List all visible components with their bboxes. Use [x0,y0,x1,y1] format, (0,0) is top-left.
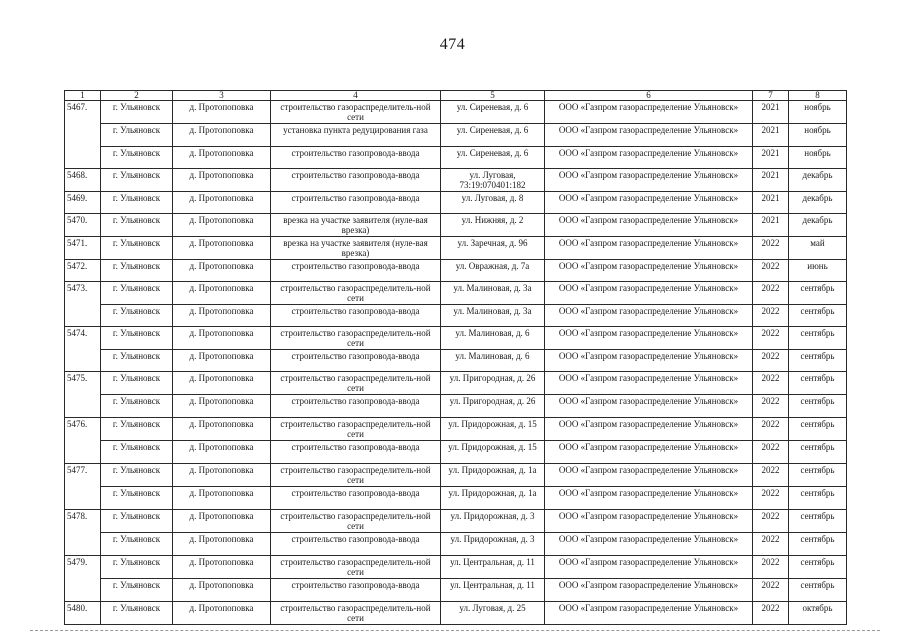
header-cell: 2 [101,91,173,101]
organization-cell: ООО «Газпром газораспределение Ульяновск» [545,556,753,579]
month-cell: сентябрь [789,579,847,602]
work-type-cell: строительство газораспределитель-ной сети [271,510,441,533]
village-cell: д. Протопоповка [173,169,271,192]
work-type-cell: строительство газопровода-ввода [271,305,441,327]
village-cell: д. Протопоповка [173,418,271,441]
city-cell: г. Ульяновск [101,556,173,579]
year-cell: 2021 [753,192,789,214]
table-row [65,579,847,602]
month-cell: сентябрь [789,418,847,441]
address-cell: ул. Овражная, д. 7а [441,260,545,282]
entry-number [65,441,101,464]
address-cell: ул. Придорожная, д. 3 [441,533,545,556]
address-cell: ул. Луговая, д. 25 [441,602,545,625]
city-cell: г. Ульяновск [101,395,173,418]
registry-table [64,90,847,625]
year-cell: 2022 [753,305,789,327]
year-cell: 2022 [753,237,789,260]
organization-cell: ООО «Газпром газораспределение Ульяновск» [545,464,753,487]
header-row [65,91,847,101]
village-cell: д. Протопоповка [173,579,271,602]
month-cell: сентябрь [789,487,847,510]
address-cell: ул. Пригородная, д. 26 [441,395,545,418]
work-type-cell: строительство газопровода-ввода [271,350,441,372]
address-cell: ул. Малиновая, д. 3а [441,305,545,327]
table-row [65,510,847,533]
address-cell: ул. Луговая, 73:19:070401:182 [441,169,545,192]
year-cell: 2022 [753,327,789,350]
address-cell: ул. Придорожная, д. 15 [441,418,545,441]
work-type-cell: строительство газораспределитель-ной сети [271,372,441,395]
year-cell: 2021 [753,101,789,124]
page-number: 474 [439,36,466,53]
table-row [65,147,847,169]
entry-number [65,533,101,556]
table-row [65,418,847,441]
address-cell: ул. Заречная, д. 96 [441,237,545,260]
table-row [65,305,847,327]
year-cell: 2022 [753,556,789,579]
village-cell: д. Протопоповка [173,395,271,418]
address-cell: ул. Сиреневая, д. 6 [441,101,545,124]
year-cell: 2022 [753,579,789,602]
organization-cell: ООО «Газпром газораспределение Ульяновск» [545,192,753,214]
entry-number [65,395,101,418]
address-cell: ул. Малиновая, д. 6 [441,327,545,350]
city-cell: г. Ульяновск [101,214,173,237]
address-cell: ул. Придорожная, д. 1а [441,464,545,487]
organization-cell: ООО «Газпром газораспределение Ульяновск» [545,214,753,237]
organization-cell: ООО «Газпром газораспределение Ульяновск» [545,327,753,350]
city-cell: г. Ульяновск [101,441,173,464]
header-cell: 1 [65,91,101,101]
year-cell: 2022 [753,464,789,487]
table-row [65,487,847,510]
year-cell: 2022 [753,602,789,625]
city-cell: г. Ульяновск [101,533,173,556]
entry-number: 5478. [65,510,101,533]
entry-number: 5479. [65,556,101,579]
header-cell: 8 [789,91,847,101]
table-row [65,533,847,556]
entry-number [65,350,101,372]
work-type-cell: строительство газопровода-ввода [271,147,441,169]
work-type-cell: строительство газопровода-ввода [271,579,441,602]
city-cell: г. Ульяновск [101,510,173,533]
year-cell: 2021 [753,214,789,237]
month-cell: июнь [789,260,847,282]
year-cell: 2022 [753,282,789,305]
village-cell: д. Протопоповка [173,305,271,327]
village-cell: д. Протопоповка [173,533,271,556]
table-row [65,556,847,579]
work-type-cell: строительство газораспределитель-ной сети [271,556,441,579]
city-cell: г. Ульяновск [101,487,173,510]
village-cell: д. Протопоповка [173,441,271,464]
month-cell: сентябрь [789,464,847,487]
city-cell: г. Ульяновск [101,147,173,169]
table-row [65,237,847,260]
year-cell: 2022 [753,350,789,372]
year-cell: 2022 [753,260,789,282]
organization-cell: ООО «Газпром газораспределение Ульяновск» [545,169,753,192]
year-cell: 2022 [753,533,789,556]
month-cell: сентябрь [789,556,847,579]
month-cell: ноябрь [789,101,847,124]
work-type-cell: строительство газопровода-ввода [271,169,441,192]
month-cell: сентябрь [789,282,847,305]
entry-number: 5480. [65,602,101,625]
year-cell: 2022 [753,372,789,395]
city-cell: г. Ульяновск [101,260,173,282]
table-row [65,372,847,395]
organization-cell: ООО «Газпром газораспределение Ульяновск» [545,579,753,602]
work-type-cell: строительство газопровода-ввода [271,260,441,282]
work-type-cell: строительство газопровода-ввода [271,441,441,464]
work-type-cell: строительство газораспределитель-ной сети [271,464,441,487]
entry-number: 5472. [65,260,101,282]
village-cell: д. Протопоповка [173,282,271,305]
year-cell: 2021 [753,169,789,192]
year-cell: 2022 [753,395,789,418]
organization-cell: ООО «Газпром газораспределение Ульяновск» [545,510,753,533]
village-cell: д. Протопоповка [173,350,271,372]
entry-number: 5477. [65,464,101,487]
city-cell: г. Ульяновск [101,464,173,487]
work-type-cell: строительство газораспределитель-ной сети [271,101,441,124]
table-row [65,124,847,147]
work-type-cell: строительство газораспределитель-ной сети [271,418,441,441]
city-cell: г. Ульяновск [101,305,173,327]
village-cell: д. Протопоповка [173,372,271,395]
organization-cell: ООО «Газпром газораспределение Ульяновск» [545,395,753,418]
month-cell: сентябрь [789,350,847,372]
entry-number: 5471. [65,237,101,260]
address-cell: ул. Придорожная, д. 15 [441,441,545,464]
month-cell: сентябрь [789,533,847,556]
address-cell: ул. Центральная, д. 11 [441,556,545,579]
month-cell: октябрь [789,602,847,625]
village-cell: д. Протопоповка [173,237,271,260]
entry-number [65,487,101,510]
header-cell: 6 [545,91,753,101]
table-row [65,282,847,305]
address-cell: ул. Придорожная, д. 1а [441,487,545,510]
organization-cell: ООО «Газпром газораспределение Ульяновск» [545,282,753,305]
organization-cell: ООО «Газпром газораспределение Ульяновск» [545,372,753,395]
organization-cell: ООО «Газпром газораспределение Ульяновск» [545,101,753,124]
organization-cell: ООО «Газпром газораспределение Ульяновск» [545,487,753,510]
year-cell: 2022 [753,510,789,533]
village-cell: д. Протопоповка [173,487,271,510]
header-cell: 7 [753,91,789,101]
address-cell: ул. Пригородная, д. 26 [441,372,545,395]
table-row [65,602,847,625]
entry-number: 5468. [65,169,101,192]
city-cell: г. Ульяновск [101,169,173,192]
city-cell: г. Ульяновск [101,124,173,147]
organization-cell: ООО «Газпром газораспределение Ульяновск» [545,602,753,625]
village-cell: д. Протопоповка [173,464,271,487]
entry-number [65,579,101,602]
work-type-cell: строительство газораспределитель-ной сети [271,327,441,350]
entry-number [65,147,101,169]
village-cell: д. Протопоповка [173,214,271,237]
month-cell: декабрь [789,169,847,192]
address-cell: ул. Нижняя, д. 2 [441,214,545,237]
work-type-cell: строительство газораспределитель-ной сети [271,602,441,625]
year-cell: 2022 [753,441,789,464]
entry-number: 5467. [65,101,101,124]
city-cell: г. Ульяновск [101,579,173,602]
year-cell: 2022 [753,418,789,441]
table-row [65,350,847,372]
entry-number [65,124,101,147]
address-cell: ул. Центральная, д. 11 [441,579,545,602]
organization-cell: ООО «Газпром газораспределение Ульяновск» [545,418,753,441]
address-cell: ул. Малиновая, д. 3а [441,282,545,305]
village-cell: д. Протопоповка [173,101,271,124]
village-cell: д. Протопоповка [173,556,271,579]
work-type-cell: строительство газопровода-ввода [271,395,441,418]
city-cell: г. Ульяновск [101,237,173,260]
entry-number: 5473. [65,282,101,305]
village-cell: д. Протопоповка [173,510,271,533]
organization-cell: ООО «Газпром газораспределение Ульяновск» [545,350,753,372]
month-cell: сентябрь [789,305,847,327]
organization-cell: ООО «Газпром газораспределение Ульяновск» [545,147,753,169]
table-row [65,169,847,192]
table-row [65,464,847,487]
village-cell: д. Протопоповка [173,602,271,625]
month-cell: май [789,237,847,260]
organization-cell: ООО «Газпром газораспределение Ульяновск» [545,124,753,147]
scan-edge-line [30,630,880,631]
entry-number [65,305,101,327]
year-cell: 2021 [753,147,789,169]
month-cell: ноябрь [789,124,847,147]
village-cell: д. Протопоповка [173,260,271,282]
table-row [65,441,847,464]
address-cell: ул. Малиновая, д. 6 [441,350,545,372]
table-row [65,214,847,237]
entry-number: 5470. [65,214,101,237]
table-row [65,395,847,418]
header-cell: 5 [441,91,545,101]
village-cell: д. Протопоповка [173,147,271,169]
month-cell: декабрь [789,214,847,237]
month-cell: декабрь [789,192,847,214]
entry-number: 5476. [65,418,101,441]
month-cell: сентябрь [789,372,847,395]
address-cell: ул. Придорожная, д. 3 [441,510,545,533]
table-row [65,260,847,282]
entry-number: 5469. [65,192,101,214]
work-type-cell: строительство газопровода-ввода [271,192,441,214]
month-cell: ноябрь [789,147,847,169]
city-cell: г. Ульяновск [101,418,173,441]
year-cell: 2021 [753,124,789,147]
address-cell: ул. Сиреневая, д. 6 [441,124,545,147]
city-cell: г. Ульяновск [101,282,173,305]
organization-cell: ООО «Газпром газораспределение Ульяновск» [545,441,753,464]
address-cell: ул. Луговая, д. 8 [441,192,545,214]
table-row [65,101,847,124]
entry-number: 5474. [65,327,101,350]
work-type-cell: установка пункта редуцирования газа [271,124,441,147]
entry-number: 5475. [65,372,101,395]
header-cell: 4 [271,91,441,101]
month-cell: сентябрь [789,327,847,350]
table-row [65,327,847,350]
month-cell: сентябрь [789,395,847,418]
header-cell: 3 [173,91,271,101]
organization-cell: ООО «Газпром газораспределение Ульяновск» [545,305,753,327]
work-type-cell: строительство газораспределитель-ной сети [271,282,441,305]
city-cell: г. Ульяновск [101,327,173,350]
address-cell: ул. Сиреневая, д. 6 [441,147,545,169]
organization-cell: ООО «Газпром газораспределение Ульяновск» [545,533,753,556]
month-cell: сентябрь [789,510,847,533]
year-cell: 2022 [753,487,789,510]
city-cell: г. Ульяновск [101,101,173,124]
city-cell: г. Ульяновск [101,350,173,372]
work-type-cell: врезка на участке заявителя (нуле-вая врезка) [271,214,441,237]
village-cell: д. Протопоповка [173,327,271,350]
work-type-cell: строительство газопровода-ввода [271,533,441,556]
city-cell: г. Ульяновск [101,372,173,395]
organization-cell: ООО «Газпром газораспределение Ульяновск» [545,237,753,260]
village-cell: д. Протопоповка [173,192,271,214]
work-type-cell: строительство газопровода-ввода [271,487,441,510]
city-cell: г. Ульяновск [101,192,173,214]
month-cell: сентябрь [789,441,847,464]
organization-cell: ООО «Газпром газораспределение Ульяновск» [545,260,753,282]
work-type-cell: врезка на участке заявителя (нуле-вая врезка) [271,237,441,260]
village-cell: д. Протопоповка [173,124,271,147]
city-cell: г. Ульяновск [101,602,173,625]
table-row [65,192,847,214]
